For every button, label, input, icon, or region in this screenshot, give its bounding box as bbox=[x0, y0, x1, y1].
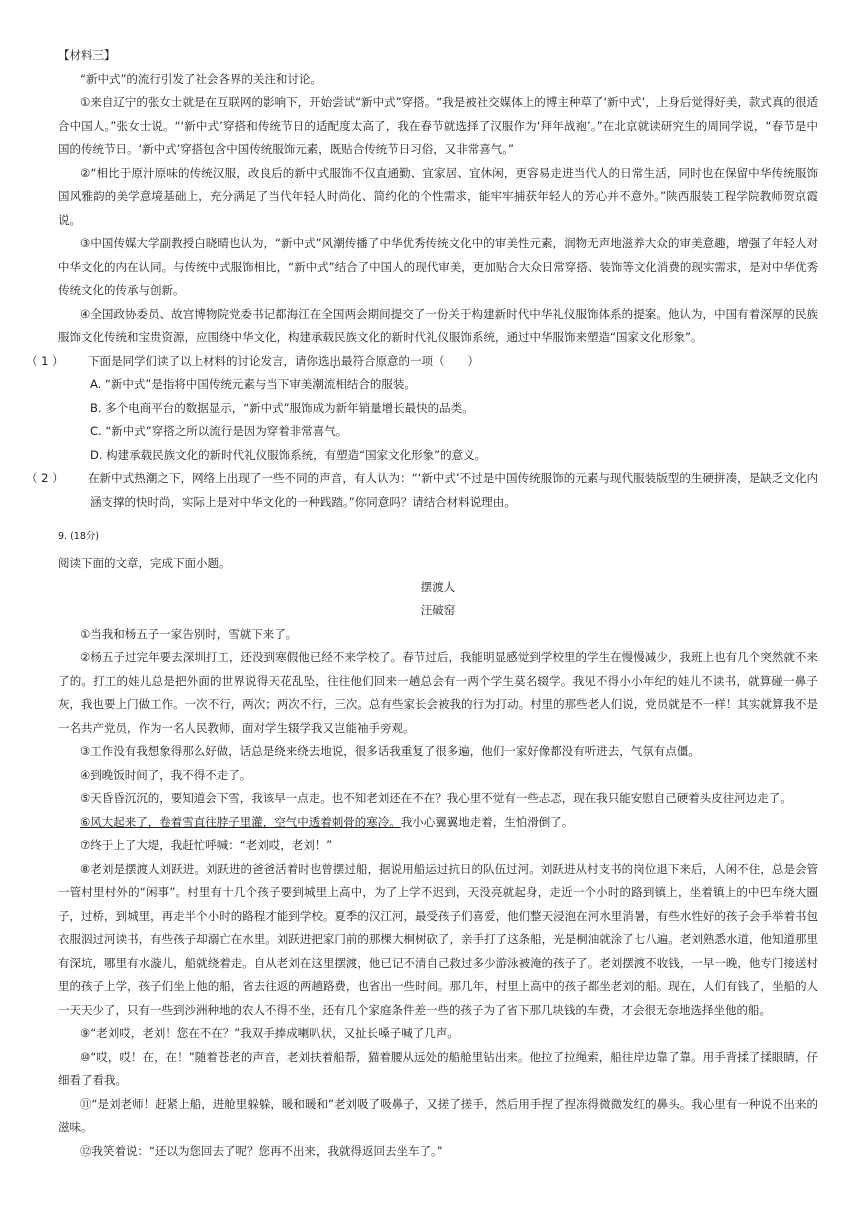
option-c: C. “新中式”穿搭之所以流行是因为穿着非常喜气。 bbox=[90, 424, 348, 438]
material-paragraph: ④全国政协委员、故宫博物院党委书记都海江在全国两会期间提交了一份关于构建新时代中华礼仪服饰体系的提案。他认为，中国有着深厚的民族服饰文化传统和宝贵资源，应围绕中华文化，构建承载民族文化的新时代礼仪服饰系统，通过中华服饰来塑造“国家文化形象”。 bbox=[58, 306, 818, 344]
question-stem: 下面是同学们读了以上材料的讨论发言，请你选出最 bbox=[88, 353, 353, 368]
question-number: （ 1 ） bbox=[26, 353, 64, 368]
article-paragraph: ④到晚饭时间了，我不得不走了。 bbox=[80, 767, 252, 782]
article-paragraph: ⑦终于上了大堤，我赶忙呼喊：“老刘哎，老刘！” bbox=[80, 838, 333, 852]
sentence-rest: 我小心翼翼地走着，生怕滑倒了。 bbox=[400, 814, 574, 829]
option-d: D. 构建承载民族文化的新时代礼仪服饰系统，有塑造“国家文化形象”的意义。 bbox=[90, 447, 487, 462]
article-paragraph-6 bbox=[58, 811, 818, 835]
article-paragraph: ⑧老刘是摆渡人刘跃进。刘跃进的爸爸活着时也曾摆过船，据说用船运过抗日的队伍过河。刘跃进从村支书的岗位退下来后，人闲不住，总是会管一管村里村外的“闲事”。村里有十几个孩子要到城里上高中，为了上学不迟到，天没亮就起身，走近一个小时的路到镇上，坐着镇上的中巴车绕大圈子，过桥，到城里，再走半个小时的路程才能到学校。夏季的汉江河，最受孩子们喜爱，他们整天浸泡在河水里消暑，有些水性好的孩子会手举着书包衣服泅过河读书，有些孩子却溺亡在水里。刘跃进把家门前的那棵大桐树砍了，亲手打了这条船，光是桐油就涂了七八遍。老刘熟悉水道，他知道那里有深坑，哪里有水漩儿，船就绕着走。自从老刘在这里摆渡，他已记不清自己救过多少游泳被淹的孩子了。老刘摆渡不收钱，一早一晚，他专门接送村里的孩子上学，孩子们坐上他的船，省去往返的两趟路费，也省出一些时间。那几年，村里上高中的孩子都坐老刘的船。现在，人们有钱了，坐船的人一天天少了，只有一些到沙洲种地的农人不得不坐，还有几个家庭条件差一些的孩子为了省下那几块钱的车费，才会很无奈地选择坐他的船。 bbox=[58, 861, 818, 1017]
article-paragraph: ⑫我笑着说：“还以为您回去了呢？您再不出来，我就得返回去坐车了。” bbox=[80, 1143, 443, 1158]
underlined-sentence: ⑥风大起来了，卷着雪直往脖子里灌，空气中透着刺骨的寒冷。 bbox=[80, 814, 401, 829]
emphasis-dotted-text: 符合 bbox=[352, 353, 376, 368]
option-b: B. 多个电商平台的数据显示，“新中式”服饰成为新年销量增长最快的品类。 bbox=[90, 400, 474, 415]
article-paragraph: ③工作没有我想象得那么好做，话总是绕来绕去地说，很多话我重复了很多遍，他们一家好像都没有听进去，气氛有点僵。 bbox=[80, 744, 700, 758]
material-paragraph: ①来自辽宁的张女士就是在互联网的影响下，开始尝试“新中式”穿搭。“我是被社交媒体上的博主种草了‘新中式’，上身后觉得好美，款式真的很适合中国人。”张女士说。“‘新中式’穿搭和传统节日的适配度太高了，我在春节就选择了汉服作为‘拜年战袍’。”在北京就读研究生的周同学说，“春节是中国的传统节日。‘新中式’穿搭包含中国传统服饰元素，既贴合传统节日习俗，又非常喜气。” bbox=[58, 95, 818, 156]
material-heading: 【材料三】 bbox=[58, 48, 116, 62]
question-stem-end: 原意的一项（ ） bbox=[375, 353, 479, 368]
article-paragraph: ⑩“哎，哎！在，在！”随着苍老的声音，老刘扶着船帮，猫着腰从远处的船舱里钻出来。他拉了拉绳索，船往岸边靠了靠。用手背揉了揉眼睛，仔细看了看我。 bbox=[58, 1049, 818, 1087]
article-paragraph: ②杨五子过完年要去深圳打工，还没到寒假他已经不来学校了。春节过后，我能明显感觉到学校里的学生在慢慢减少，我班上也有几个突然就不来了的。打工的娃儿总是把外面的世界说得天花乱坠，往往他们回来一趟总会有一两个学生莫名辍学。我见不得小小年纪的娃儿不读书，就算碰一鼻子灰，我也要上门做工作。一次不行，两次；两次不行，三次。总有些家长会被我的行为打动。村里的那些老人们说，党员就是不一样！其实就算我不是一名共产党员，作为一名人民教师，面对学生辍学我又岂能袖手旁观。 bbox=[58, 650, 818, 735]
material-paragraph: ③中国传媒大学副教授白晓晴也认为，“新中式”风潮传播了中华优秀传统文化中的审美性元素，润物无声地滋养大众的审美意趣，增强了年轻人对中华文化的内在认同。与传统中式服饰相比，“新中式”结合了中国人的现代审美，更加贴合大众日常穿搭、装饰等文化消费的现实需求，是对中华优秀传统文化的传承与创新。 bbox=[58, 236, 818, 297]
material-intro: “新中式”的流行引发了社会各界的关注和讨论。 bbox=[80, 71, 322, 86]
question-number: （ 2 ） bbox=[26, 471, 64, 485]
article-title: 摆渡人 bbox=[420, 579, 456, 594]
article-paragraph: ⑪“是刘老师！赶紧上船，进舱里躲躲，暖和暖和”老刘吸了吸鼻子，又搓了搓手，然后用手捏了捏冻得微微发红的鼻头。我心里有一种说不出来的滋味。 bbox=[58, 1096, 818, 1134]
article-paragraph: ⑤天昏昏沉沉的，要知道会下雪，我该早一点走。也不知老刘还在不在？我心里不觉有一些忐忑，现在我只能安慰自己硬着头皮往河边走了。 bbox=[80, 791, 792, 805]
question-2 bbox=[26, 467, 818, 514]
question-1 bbox=[26, 350, 818, 374]
article-author: 汪破窑 bbox=[420, 603, 456, 617]
document-body bbox=[26, 44, 818, 1163]
material-paragraph: ②“相比于原汁原味的传统汉服，改良后的新中式服饰不仅直通勤、宜家居、宜休闲，更容易走进当代人的日常生活，同时也在保留中华传统服饰国风雅韵的美学意境基础上，充分满足了当代年轻人时尚化、简约化的个性需求，能牢牢捕获年轻人的芳心并不意外。”陕西服装工程学院教师贺京霞说。 bbox=[58, 165, 818, 227]
article-paragraph: ⑨“老刘哎，老刘！您在不在？”我双手捧成喇叭状，又扯长嗓子喊了几声。 bbox=[80, 1026, 459, 1040]
article-paragraph: ①当我和杨五子一家告别时，雪就下来了。 bbox=[80, 626, 298, 641]
question-text: 在新中式热潮之下，网络上出现了一些不同的声音，有人认为：“‘新中式’不过是中国传统服饰的元素与现代服装版型的生硬拼凑，是缺乏文化内涵支撑的快时尚，实际上是对中华文化的一种践踏。”你同意吗？请结合材料说理由。 bbox=[88, 471, 818, 509]
reading-instruction: 阅读下面的文章，完成下面小题。 bbox=[58, 556, 231, 570]
section-score: 9. (18分) bbox=[58, 531, 100, 542]
option-a: A. “新中式”是指将中国传统元素与当下审美潮流相结合的服装。 bbox=[90, 377, 416, 391]
